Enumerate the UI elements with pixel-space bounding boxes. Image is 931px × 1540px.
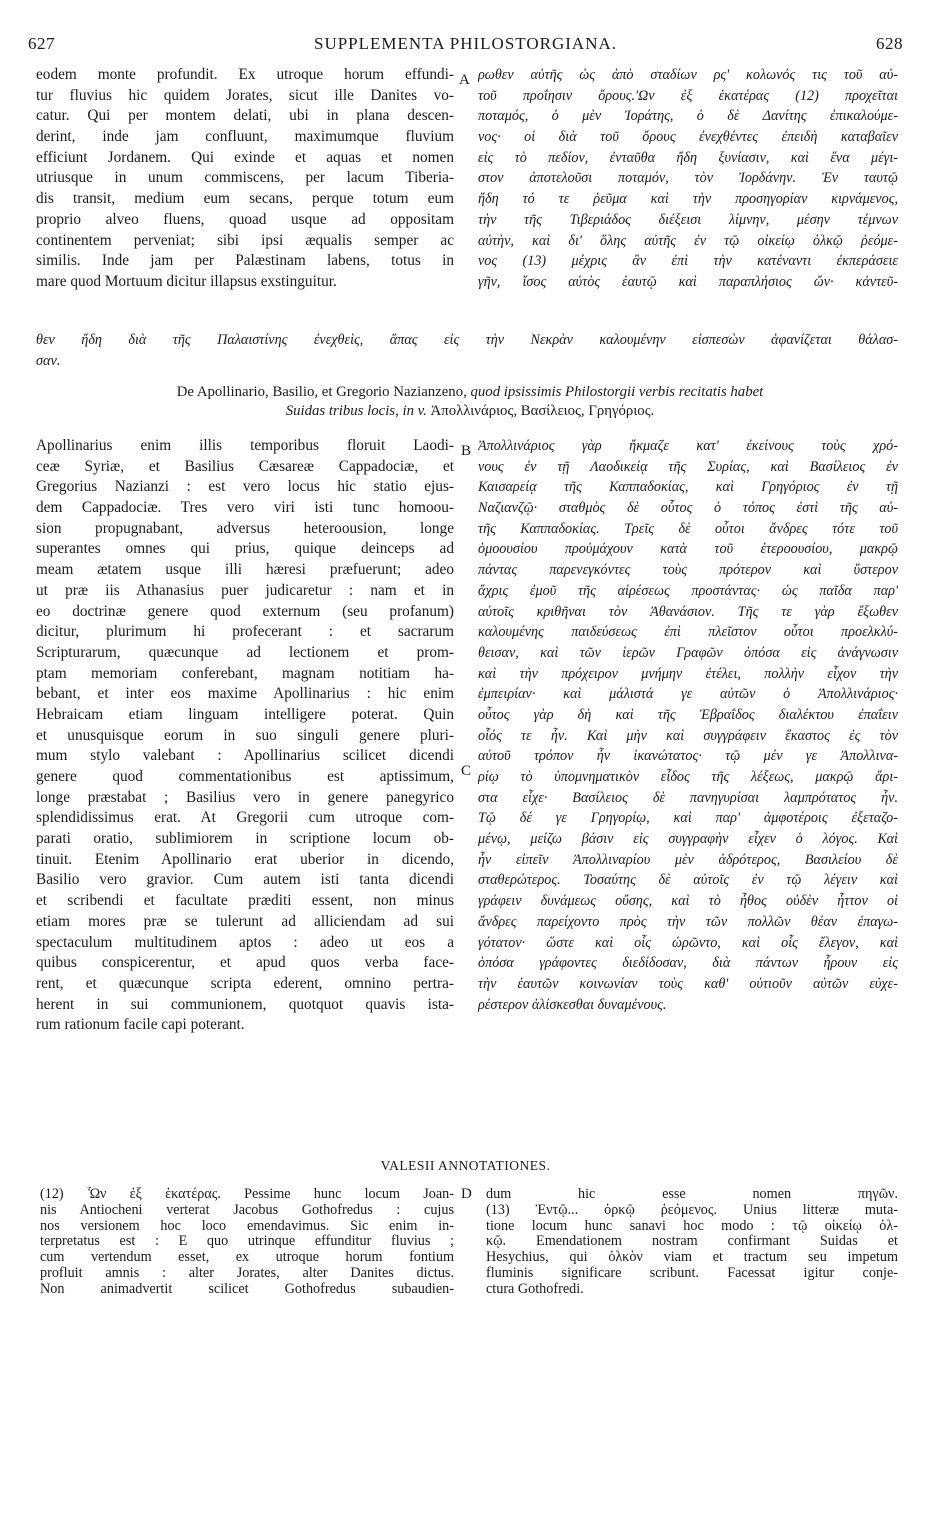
annotations-title: VALESII ANNOTATIONES. [380,1158,551,1173]
text-line: ρέστερον ἁλίσκεσθαι δυναμένους. [478,996,667,1013]
text-line: spectaculum multitudinem aptos : adeo ut eos a [36,933,454,951]
text-line: eo doctrinæ genere quod externum (seu profanum) [36,602,454,620]
text-line: utriusque in unum commiscens, per lacum Tiberia- [36,169,454,187]
text-line: Τῷ δέ γε Γρηγορίῳ, καὶ παρ' ἀμφοτέροις ἐξεταζο- [478,810,898,827]
page-number-right: 628 [876,34,903,53]
text-line: εἰς τὸ πεδίον, ἐνταῦθα ἤδη ξυνίασιν, καὶ ἕνα μέγι- [478,149,898,166]
text-line: ut præ iis Athanasius puer judicaretur : nam et in [36,581,454,599]
text-line: αὐτοῦ τρόπον ἦν ἱκανώτατος· τῷ μέν γε Ἀπολλινα- [478,748,898,765]
section-heading [70,383,870,421]
text-line: στον ἀποτελοῦσι ποταμόν, τὸν Ἰορδάνην. Ἐν ταυτῷ [478,170,898,187]
text-line: νος (13) μέχρις ἂν ἐπὶ τὴν κατέναντι ἐκπεράσειε [478,253,898,270]
text-line: proprio alveo fluens, quoad usque ad oppositam [36,210,454,228]
text-line: profluit amnis : alter Jorates, alter Danites dictus. [40,1265,454,1281]
text-line: terpretatus est : E quo utrinque effunditur fluvius ; [40,1234,454,1250]
text-line: τὴν τῆς Τιβεριάδος διέξεισι λίμνην, μέσην τέμνων [478,211,898,228]
text-line: parati oratio, sublimiorem in scriptione locum ob- [36,830,454,848]
text-line: Hebraicam etiam linguam intelligere poterat. Quin [36,705,454,723]
latin-column-1 [36,65,454,293]
text-line: nis Antiocheni verterat Jacobus Gothofredus : cujus [40,1202,454,1218]
text-line: Hesychius, qui ὁλκὸν viam et tractum seu impetum [486,1250,898,1266]
annotations-left [40,1187,454,1298]
text-line: tione locum hunc sanavi hoc modo : τῷ οἰκείῳ ὁλ- [486,1218,898,1234]
text-line: ἦν εἰπεῖν Ἀπολλιναρίου μὲν ἁδρότερος, Βασιλείου δὲ [478,851,898,868]
text-line: sion propugnabant, adversus heteroousion, longe [36,519,454,537]
text-line: Gregorius Nazianzi : est vero locus hic statio ejus- [36,478,454,496]
text-line: eodem monte profundit. Ex utroque horum effundi- [36,66,454,83]
text-line: (12) Ὧν ἐξ ἑκατέρας. Pessime hunc locum Joan- [40,1187,454,1202]
text-line: θεισαν, καὶ τῶν ἱερῶν Γραφῶν ὁπόσα εἰς ἀνάγνωσιν [478,644,898,661]
margin-marker-d: D [461,1186,472,1202]
text-line: efficiunt Jordanem. Qui exinde et aquas et nomen [36,148,454,166]
text-line: dum hic esse nomen πηγῶν. [486,1187,898,1202]
text-line: ptam memoriam conferebant, magnam notitiam ha- [36,664,454,682]
heading-plain-text: De Apollinario, Basilio, et Gregorio Nazianzeno, [176,384,471,400]
text-line: Apollinarius enim illis temporibus floruit Laodi- [36,437,454,454]
greek-full-width-line [36,330,898,371]
text-line: ceæ Syriæ, et Basilius Cæsareæ Cappadociæ, et [36,457,454,475]
text-line: καλουμένης παιδεύσεως ἐπὶ πλεῖστον οὗτοι προελκλύ- [478,624,898,641]
text-line: Ναζιανζῷ· σταθμὸς δὲ οὗτος ὁ τόπος ἐστὶ τῆς αὐ- [478,500,898,517]
text-line: mare quod Mortuum dicitur illapsus exstinguitur. [36,272,337,290]
text-line: continentem perveniat; sibi ipsi æqualis semper ac [36,231,454,249]
text-line: similis. Inde jam per Palæstinam labens, totus in [36,252,454,270]
text-line: tur fluvius hic quidem Jorates, sicut ille Danites vo- [36,86,454,104]
text-line: nos versionem hoc loco emendavimus. Sic enim in- [40,1218,454,1234]
text-line: γότατον· ὥστε καὶ οἷς ὡρῶντο, καὶ οἷς ἔλεγον, καὶ [478,934,898,951]
text-line: Ἀπολλινάριος γὰρ ἤκμαζε κατ' ἐκείνους τοὺς χρό- [478,438,898,454]
text-line: tinuit. Etenim Apollinario erat uberior in dicendo, [36,850,454,868]
text-line: (13) Ἐντῷ... ὁρκῷ ῥεόμενος. Unius litteræ muta- [486,1202,898,1218]
text-line: ἤδη τό τε ῥεῦμα καὶ τὴν προσηγορίαν κιρνάμενος, [478,191,898,208]
text-line: ctura Gothofredi. [486,1281,584,1297]
heading-greek-text: Ἀπολλινάριος, Βασίλειος, Γρηγόριος. [426,403,655,419]
text-line: σταθερώτερος. Τοσαύτης δὲ αὐτοῖς ἐν τῷ λέγειν καὶ [478,872,898,889]
text-line: meam ætatem usque illi hæresi præfuerunt; adeo [36,561,454,579]
greek-full-line: θεν ἤδη διὰ τῆς Παλαιστίνης ἐνεχθεὶς, ἅπας εἰς τὴν Νεκρὰν καλουμένην εἰσπεσὼν ἀφανίζεται θάλασ- [36,332,898,348]
text-line: νος· οἱ διὰ τοῦ ὄρους ἐνεχθέντες ἐπειδὴ καταβαῖεν [478,129,898,146]
text-line: κῷ. Emendationem nostram confirmant Suidas et [486,1234,898,1250]
text-line: ἄνδρες παρείχοντο πρὸς τὴν τῶν πολλῶν θέαν ἐπαγω- [478,913,898,930]
text-line: τῆς Καππαδοκίας. Τρεῖς δὲ οὗτοι ἄνδρες τότε τοῦ [478,520,898,537]
text-line: στα εἶχε· Βασίλειος δὲ πανηγυρίσαι λαμπρότατος ἦν. [478,789,898,806]
text-line: πάντας παρενεγκόντες τοὺς πρότερον καὶ ὕστερον [478,562,898,579]
text-line: ἐμπειρίαν· καὶ μάλιστά γε αὐτῶν ὁ Ἀπολλινάριος· [478,686,898,703]
text-line: αὐτὴν, καὶ δι' ὅλης αὐτῆς ἐν τῷ οἰκείῳ ὁλκῷ ῥεόμε- [478,232,898,249]
text-line: rent, et quæcunque scripta ederent, omnino pertra- [36,974,454,992]
text-line: dis transit, medium eum secans, perque totum eum [36,190,454,208]
text-line: ἄχρις ἐμοῦ τῆς αἱρέσεως προστάντας· ὡς παῖδα παρ' [478,582,898,599]
margin-marker-a: A [459,72,470,88]
text-line: ὁπόσα γράφοντες διεδίδοσαν, διὰ πάντων ἧρουν εἰς [478,955,898,972]
text-line: herent in sui communionem, quotquot quavis ista- [36,995,454,1013]
text-line: ποταμός, ὁ μὲν Ἰοράτης, ὁ δὲ Δανίτης ἐπικαλούμε- [478,108,898,125]
text-line: ὁμοουσίου προὐμάχουν κατὰ τοῦ ἑτεροουσίου, μακρῷ [478,541,898,558]
margin-marker-c: C [461,763,472,779]
text-line: superantes omnes qui prius, quique deinceps ad [36,540,454,558]
heading-italic-text: quod ipsissimis Philostorgii verbis recitatis habet [470,384,764,400]
greek-last-line: σαν. [36,352,61,369]
heading-italic-text-2: Suidas tribus locis, in v. [285,403,427,419]
page-header [28,34,903,58]
running-title: SUPPLEMENTA PHILOSTORGIANA. [313,34,618,53]
text-line: μένῳ, μείζω βάσιν εἰς συγγραφὴν εἶχεν ὁ λόγος. Καὶ [478,831,898,848]
latin-column-2 [36,436,454,1036]
greek-column-2 [478,436,898,1015]
text-line: τοῦ προΐησιν ὄρους.ʹΩν ἐξ ἑκατέρας (12) προχεῖται [478,87,898,104]
text-line: fluminis significare scribunt. Facessat igitur conje- [486,1265,898,1281]
text-line: ρίῳ τὸ ὑπομνηματικὸν εἶδος τῆς λέξεως, μακρῷ ἄρι- [478,769,898,785]
text-line: longe præstabat ; Basilius vero in genere panegyrico [36,788,454,806]
text-line: etiam mores præ se tulerunt ad alliciendam ad sui [36,912,454,930]
text-line: splendidissimus erat. At Gregorii cum utroque com- [36,809,454,827]
text-line: quibus conspicerentur, et apud quos verba face- [36,954,454,972]
text-line: γῆν, ἴσος αὐτὸς ἑαυτῷ καὶ παραπλήσιος ὤν· κἀντεῦ- [478,273,898,290]
text-line: et unusquisque eorum in suo singuli genere pluri- [36,726,454,744]
text-line: Basilio vero gravior. Cum autem isti tanta dicendi [36,871,454,889]
text-line: bebant, et inter eos maxime Apollinarius : hic enim [36,685,454,703]
text-line: τὴν ἑαυτῶν κοινωνίαν τοὺς καθ' οὑτιοῦν αὐτῶν εὐχε- [478,975,898,992]
text-line: αὐτοῖς κριθῆναι τὸν Ἀθανάσιον. Τῆς τε γὰρ ἔξωθεν [478,603,898,620]
text-line: derint, inde jam confluunt, maximumque fluvium [36,128,454,146]
text-line: catur. Qui per montem delati, ubi in plana descen- [36,107,454,125]
text-line: οὗτος γὰρ δὴ καὶ τῆς Ἑβραΐδος διαλέκτου ἐπαΐειν [478,706,898,723]
margin-marker-b: B [461,443,472,459]
greek-column-1 [478,65,898,293]
text-line: et scribendi et facultate præditi essent, non minus [36,892,454,910]
text-line: νους ἐν τῇ Λαοδικείᾳ τῆς Συρίας, καὶ Βασίλειος ἐν [478,458,898,475]
text-line: Καισαρείᾳ τῆς Καππαδοκίας, καὶ Γρηγόριος ἐν τῇ [478,479,898,496]
text-line: cum vertendum esset, ex utroque horum fontium [40,1250,454,1266]
text-line: Non animadvertit scilicet Gothofredus subaudien- [40,1281,454,1297]
text-line: ρωθεν αὐτῆς ὡς ἀπὸ σταδίων ρς' κολωνός τις τοῦ αὐ- [478,67,898,83]
text-line: rum rationum facile capi poterant. [36,1016,245,1034]
page-number-left: 627 [28,34,55,53]
text-line: Scripturarum, quæcunque ad lectionem et prom- [36,643,454,661]
text-line: genere quod commentationibus est aptissimum, [36,768,454,785]
text-line: γράφειν δυνάμεως οὔσης, καὶ τὸ ἦθος οὐδὲν ἧττον οἱ [478,893,898,910]
text-line: dem Cappadociæ. Tres vero viri isti tunc homoou- [36,499,454,517]
text-line: οἷός τε ἦν. Καὶ μὴν καὶ συγγράφειν ἕκαστος ἐς τὸν [478,727,898,744]
text-line: καὶ τὴν πρόχειρον μνήμην ἐτέλει, πολλὴν εἶχον τὴν [478,665,898,682]
text-line: dicitur, plurimum hi profecerant : et sacrarum [36,623,454,641]
annotations-right [486,1187,898,1298]
text-line: mum stylo valebant : Apollinarius scilicet dicendi [36,747,454,765]
